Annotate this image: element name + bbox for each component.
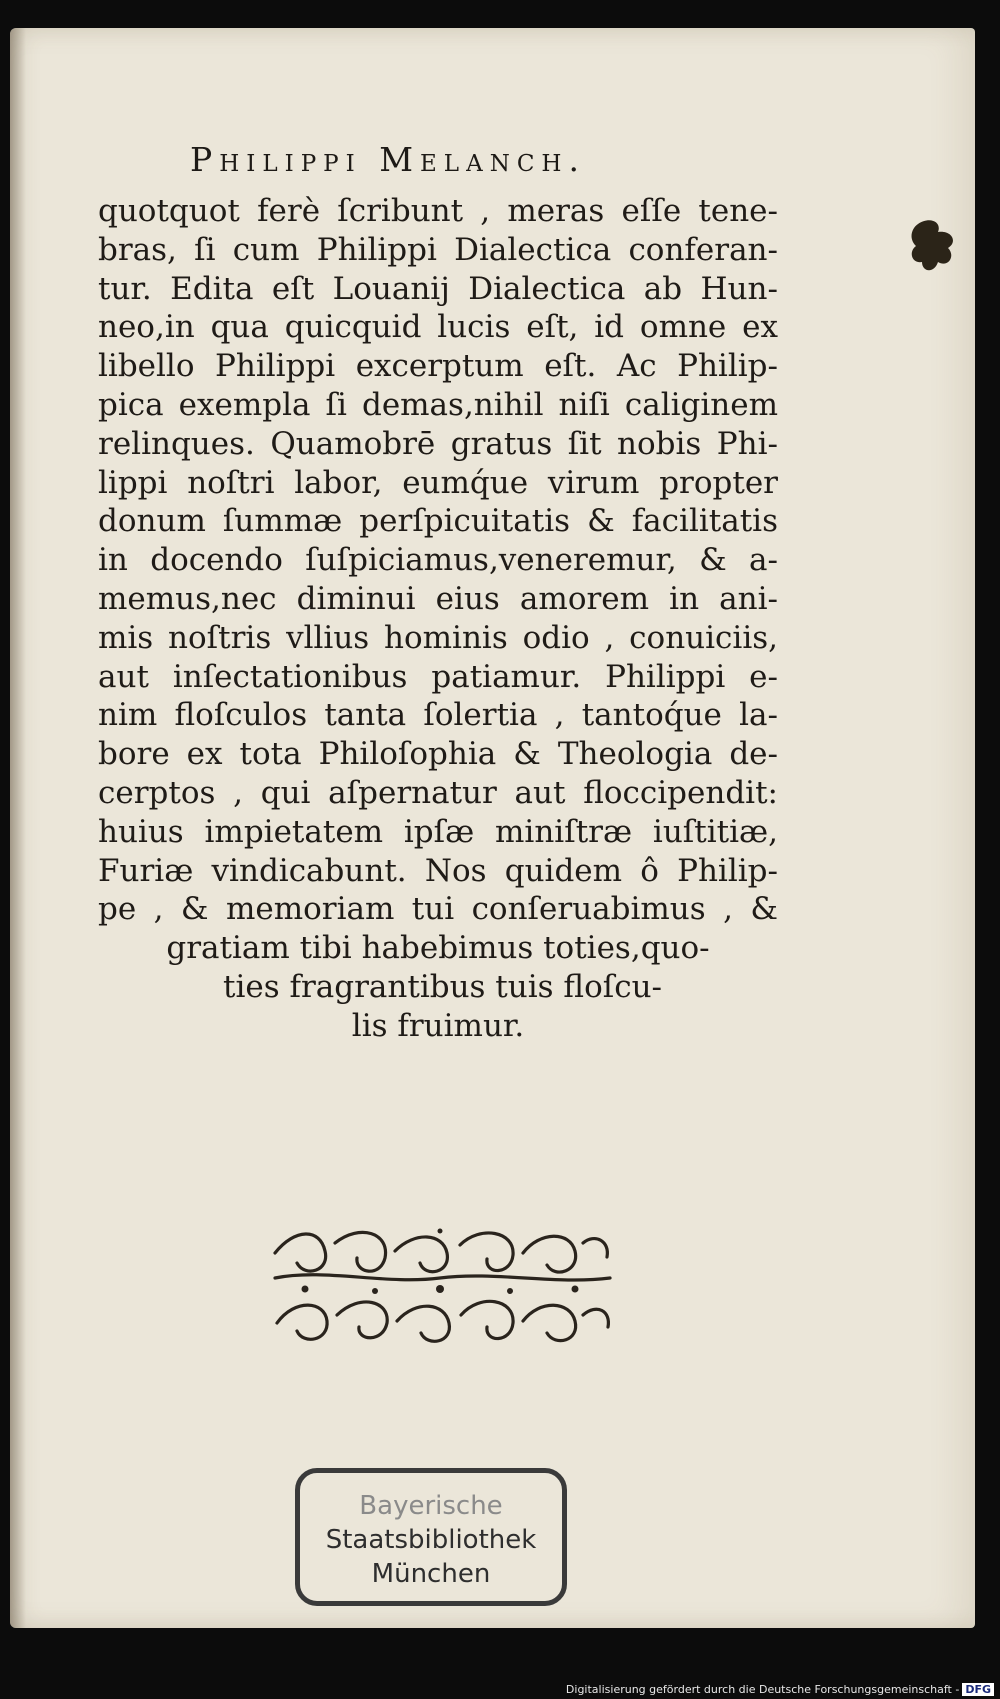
text-line: donum ſummæ perſpicuitatis & facilitatis: [98, 503, 778, 540]
dfg-logo: DFG: [962, 1683, 994, 1696]
book-page: [10, 28, 975, 1628]
stamp-line: München: [371, 1559, 491, 1589]
text-line: bore ex tota Philoſophia & Theologia de-: [98, 736, 778, 773]
text-line: lippi noſtri labor, eumq́ue virum propter: [98, 464, 778, 501]
stamp-line: Bayerische: [359, 1491, 503, 1521]
ink-blot-mark: [908, 216, 960, 276]
closing-line: ties fragrantibus tuis floſcu-: [223, 968, 663, 1005]
library-stamp: [295, 1468, 567, 1606]
text-line: libello Philippi excerptum eſt. Ac Philip-: [98, 348, 778, 385]
text-line: cerptos , qui aſpernatur aut floccipendit:: [98, 774, 778, 811]
text-line: pe , & memoriam tui conſeruabimus , &: [98, 891, 778, 928]
text-line: relinques. Quamobrē gratus ſit nobis Phi-: [98, 425, 778, 462]
text-block: [98, 192, 778, 1046]
running-head: Philippi Melanch.: [190, 140, 586, 179]
printers-ornament: [265, 1223, 620, 1353]
text-line: huius impietatem ipſæ miniſtræ iuſtitiæ,: [98, 813, 778, 850]
text-line: nim floſculos tanta ſolertia , tantoq́ue la-: [98, 697, 778, 734]
closing-line: lis fruimur.: [351, 1007, 525, 1044]
text-line: neo,in qua quicquid lucis eſt, id omne ex: [98, 309, 778, 346]
text-line: Furiæ vindicabunt. Nos quidem ô Philip-: [98, 852, 778, 889]
footer-credit: [566, 1683, 994, 1696]
text-line: quotquot ferè ſcribunt , meras eſſe tene-: [98, 193, 778, 229]
text-line: tur. Edita eſt Louanij Dialectica ab Hun-: [98, 270, 778, 307]
text-line: bras, ſi cum Philippi Dialectica conferan-: [98, 231, 778, 268]
footer-text: Digitalisierung gefördert durch die Deutsche Forschungsgemeinschaft -: [565, 1683, 960, 1696]
text-line: aut inſectationibus patiamur. Philippi e-: [98, 658, 778, 695]
closing-line: gratiam tibi habebimus toties,quo-: [166, 930, 710, 967]
text-line: in docendo ſuſpiciamus,veneremur, & a-: [98, 542, 778, 579]
text-line: mis noſtris vllius hominis odio , conuiciis,: [98, 619, 778, 656]
text-line: pica exempla ſi demas,nihil niſi caliginem: [98, 386, 778, 423]
stamp-line: Staatsbibliothek: [325, 1525, 537, 1555]
text-line: memus,nec diminui eius amorem in ani-: [98, 580, 778, 617]
